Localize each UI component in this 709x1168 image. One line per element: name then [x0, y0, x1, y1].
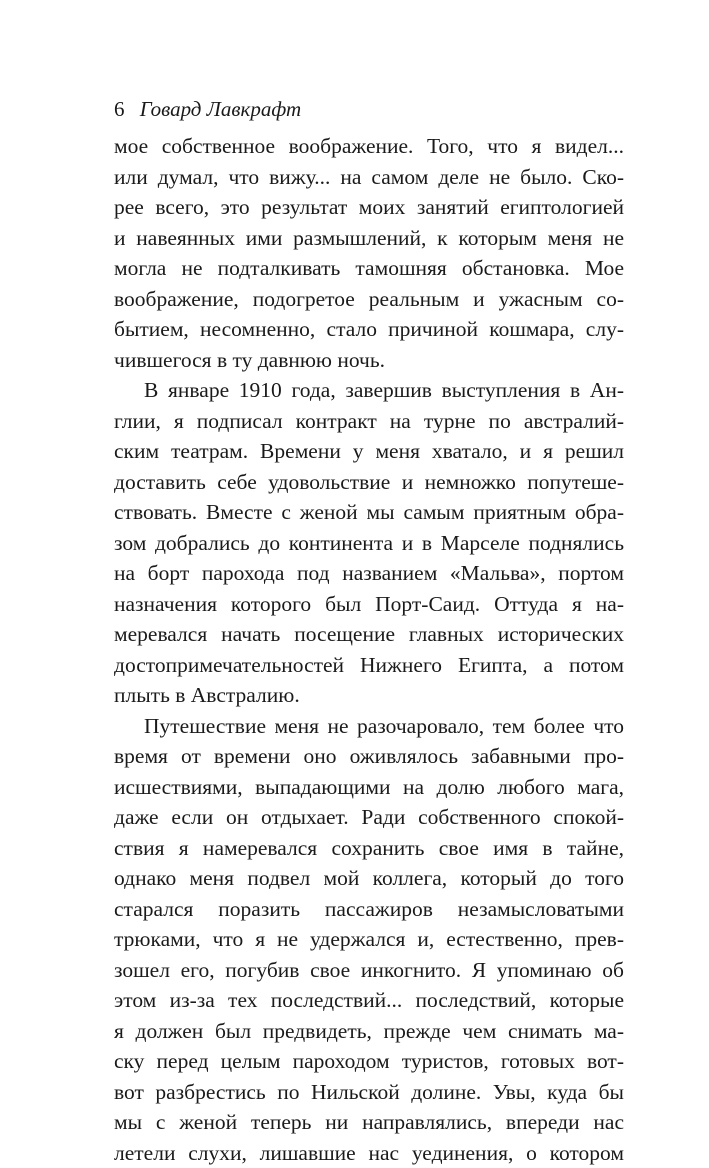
text-line: я должен был предвидеть, прежде чем снимать ма- — [114, 1016, 624, 1047]
text-line: рее всего, это результат моих занятий египтологией — [114, 192, 624, 223]
text-line: мое собственное воображение. Того, что я видел... — [114, 131, 624, 162]
text-line: или думал, что вижу... на самом деле не было. Ско- — [114, 162, 624, 193]
text-line: на борт парохода под названием «Мальва», портом — [114, 558, 624, 589]
text-line: Путешествие меня не разочаровало, тем более что — [114, 711, 624, 742]
page-number: 6 — [114, 97, 125, 121]
text-line: меревался начать посещение главных исторических — [114, 619, 624, 650]
text-line: ску перед целым пароходом туристов, готовых вот- — [114, 1046, 624, 1077]
text-line: мы с женой теперь ни направлялись, впереди нас — [114, 1107, 624, 1138]
paragraph-3 — [114, 711, 624, 1168]
text-line: глии, я подписал контракт на турне по австралий- — [114, 406, 624, 437]
text-line: однако меня подвел мой коллега, который до того — [114, 863, 624, 894]
text-line: ствовать. Вместе с женой мы самым приятным обра- — [114, 497, 624, 528]
body-text — [114, 131, 624, 1168]
paragraph-1 — [114, 131, 624, 375]
text-line: зом добрались до континента и в Марселе поднялись — [114, 528, 624, 559]
text-line: чившегося в ту давнюю ночь. — [114, 345, 624, 376]
book-author: Говард Лавкрафт — [140, 97, 301, 121]
text-line: летели слухи, лишавшие нас уединения, о котором — [114, 1138, 624, 1168]
text-line: плыть в Австралию. — [114, 680, 624, 711]
text-line: старался поразить пассажиров незамысловатыми — [114, 894, 624, 925]
text-line: могла не подталкивать тамошняя обстановка. Мое — [114, 253, 624, 284]
text-line: бытием, несомненно, стало причиной кошмара, слу- — [114, 314, 624, 345]
text-line: трюками, что я не удержался и, естественно, прев- — [114, 924, 624, 955]
text-line: воображение, подогретое реальным и ужасным со- — [114, 284, 624, 315]
text-line: зошел его, погубив свое инкогнито. Я упоминаю об — [114, 955, 624, 986]
text-line: и навеянных ими размышлений, к которым меня не — [114, 223, 624, 254]
text-line: достопримечательностей Нижнего Египта, а потом — [114, 650, 624, 681]
text-line: даже если он отдыхает. Ради собственного спокой- — [114, 802, 624, 833]
text-line: В январе 1910 года, завершив выступления в Ан- — [114, 375, 624, 406]
text-line: исшествиями, выпадающими на долю любого мага, — [114, 772, 624, 803]
text-line: ствия я намеревался сохранить свое имя в тайне, — [114, 833, 624, 864]
text-line: этом из-за тех последствий... последствий, которые — [114, 985, 624, 1016]
text-line: время от времени оно оживлялось забавными про- — [114, 741, 624, 772]
running-head — [114, 96, 301, 122]
text-line: доставить себе удовольствие и немножко попутеше- — [114, 467, 624, 498]
paragraph-2 — [114, 375, 624, 711]
text-line: ским театрам. Времени у меня хватало, и я решил — [114, 436, 624, 467]
text-line: назначения которого был Порт-Саид. Оттуда я на- — [114, 589, 624, 620]
text-line: вот разбрестись по Нильской долине. Увы, куда бы — [114, 1077, 624, 1108]
